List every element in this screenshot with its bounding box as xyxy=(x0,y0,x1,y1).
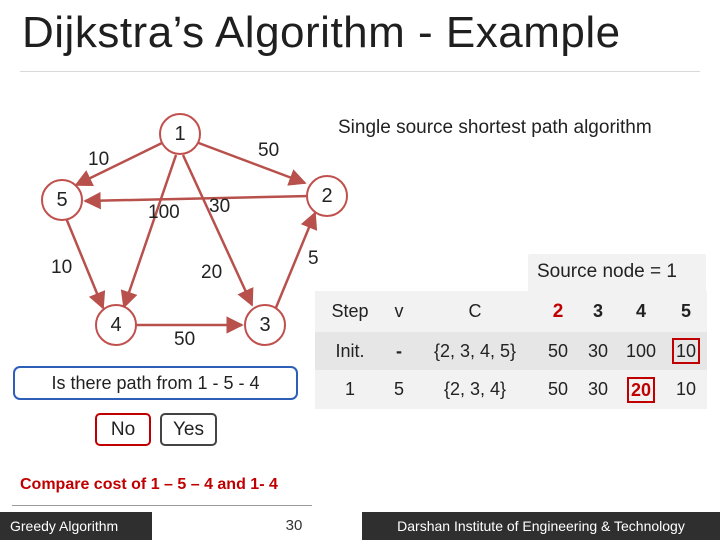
table-header-row xyxy=(315,291,707,332)
edge-weight-5-4: 10 xyxy=(51,257,73,278)
node-label-5: 5 xyxy=(56,189,68,211)
graph-node-3 xyxy=(245,305,285,345)
slide-subtitle: Single source shortest path algorithm xyxy=(338,117,652,138)
graph-node-5 xyxy=(42,180,82,220)
table-row xyxy=(315,332,707,370)
cell-node-4 xyxy=(617,370,665,409)
edge-weight-1-2: 50 xyxy=(258,140,280,161)
cell-node-5 xyxy=(665,332,707,370)
edge-1-2 xyxy=(196,142,305,183)
cell-node-5: 10 xyxy=(665,370,707,409)
footer-divider xyxy=(12,505,312,506)
header-node-5: 5 xyxy=(665,291,707,332)
header-node-2: 2 xyxy=(537,291,579,332)
table-row xyxy=(315,370,707,409)
cell-v: - xyxy=(385,332,413,370)
cell-c: {2, 3, 4} xyxy=(413,370,537,409)
cell-node-3: 30 xyxy=(579,332,617,370)
footer-course: Greedy Algorithm xyxy=(0,512,152,540)
cell-c: {2, 3, 4, 5} xyxy=(413,332,537,370)
node-label-4: 4 xyxy=(110,314,122,336)
header-v: v xyxy=(385,291,413,332)
updated-distance-value: 20 xyxy=(627,377,655,403)
node-label-1: 1 xyxy=(174,123,186,145)
cell-step: Init. xyxy=(315,332,385,370)
header-node-4: 4 xyxy=(617,291,665,332)
slide-title: Dijkstra’s Algorithm - Example xyxy=(22,8,621,57)
graph-node-1 xyxy=(160,114,200,154)
edge-weight-3-2: 20 xyxy=(201,262,223,283)
edge-weight-4-3: 50 xyxy=(174,329,196,350)
footer-institute: Darshan Institute of Engineering & Technology xyxy=(362,512,720,540)
edge-2-5 xyxy=(85,196,310,201)
highlighted-min-value: 10 xyxy=(672,338,700,364)
edge-weight-1-3: 30 xyxy=(209,196,231,217)
node-label-3: 3 xyxy=(259,314,271,336)
edge-weight-1-5: 10 xyxy=(88,149,110,170)
cell-v: 5 xyxy=(385,370,413,409)
option-no-button[interactable]: No xyxy=(95,413,151,446)
quiz-question: Is there path from 1 - 5 - 4 xyxy=(13,366,298,400)
cell-step: 1 xyxy=(315,370,385,409)
compare-hint: Compare cost of 1 – 5 – 4 and 1- 4 xyxy=(20,476,278,493)
source-node-label: Source node = 1 xyxy=(537,261,677,282)
node-label-2: 2 xyxy=(321,185,333,207)
cell-node-2: 50 xyxy=(537,332,579,370)
edge-1-4 xyxy=(124,155,176,307)
cell-node-3: 30 xyxy=(579,370,617,409)
header-step: Step xyxy=(315,291,385,332)
header-node-3: 3 xyxy=(579,291,617,332)
edge-weight-2-5: 5 xyxy=(308,248,319,269)
page-number: 30 xyxy=(285,517,303,534)
graph-node-2 xyxy=(307,176,347,216)
option-yes-button[interactable]: Yes xyxy=(160,413,217,446)
distance-table xyxy=(315,291,707,409)
edge-weight-1-4: 100 xyxy=(148,202,180,223)
graph-node-4 xyxy=(96,305,136,345)
header-c: C xyxy=(413,291,537,332)
cell-node-4: 100 xyxy=(617,332,665,370)
cell-node-2: 50 xyxy=(537,370,579,409)
